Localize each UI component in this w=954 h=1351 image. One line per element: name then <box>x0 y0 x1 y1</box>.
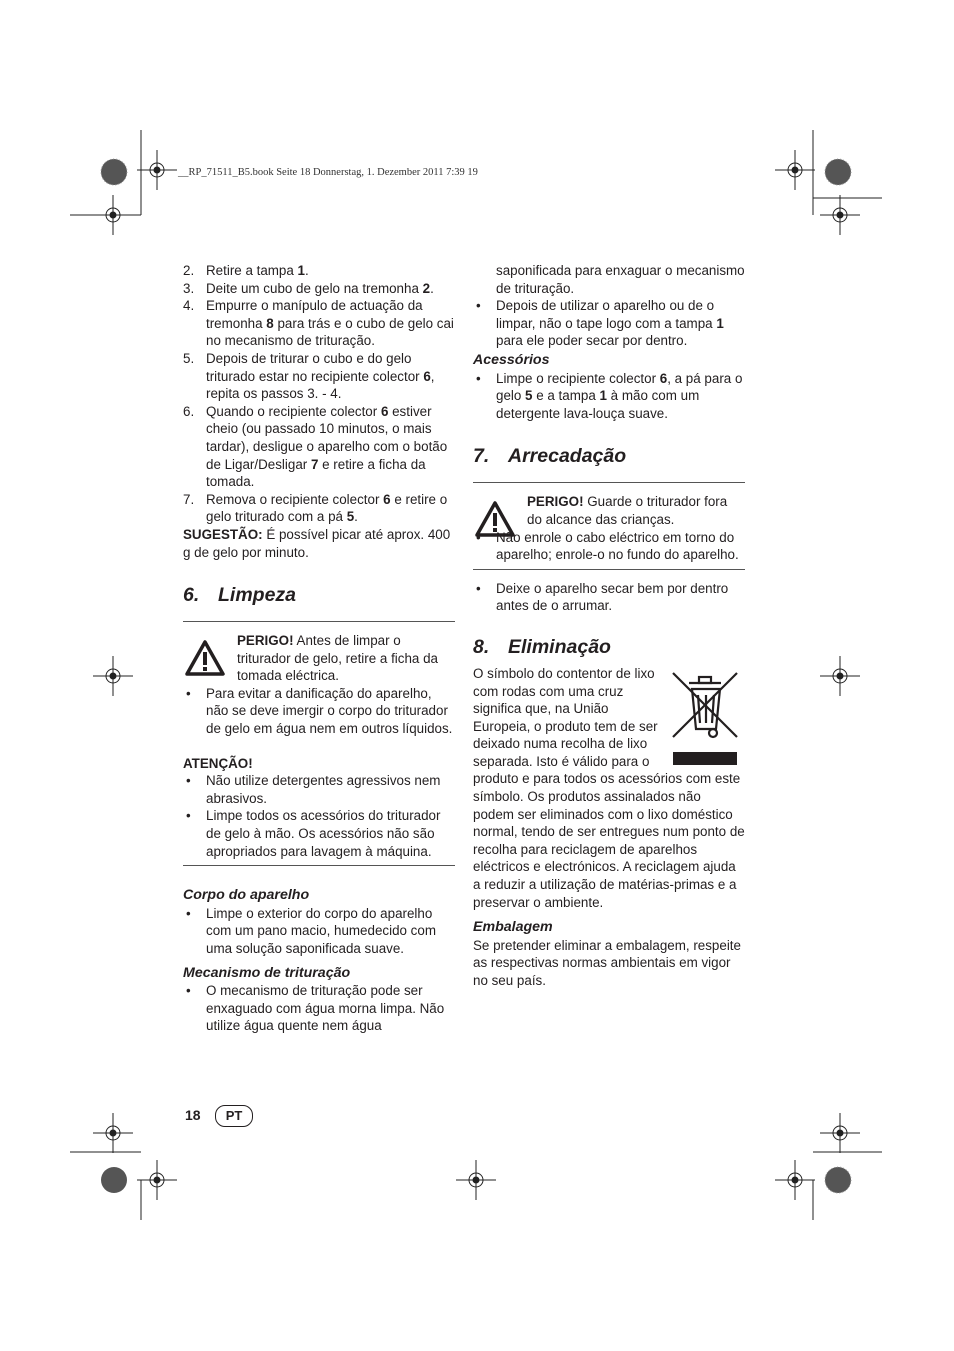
list-item: • Deixe o aparelho secar bem por dentro antes de o arrumar. <box>476 580 729 614</box>
steps-list <box>183 262 455 526</box>
subheading-mechanism: Mecanismo de trituração <box>183 964 351 981</box>
divider <box>473 569 745 570</box>
list-item: • Limpe o recipiente colector 6, a pá para o gelo 5 e a tampa 1 à mão com um detergente lava-louça suave. <box>476 370 743 421</box>
step-item <box>183 262 455 280</box>
disposal-text: O símbolo do contentor de lixo com rodas com uma cruz significa que, na União Europeia, o produto tem de ser deixado numa recolha de lixo separada. Isto é válido para o produto e para todos os acessórios com este símbolo. Os produtos assinalados não podem ser eliminados com o lixo doméstico normal, tendo de ser entregues num ponto de recolha para reciclagem de aparelhos eléctricos e electrónicos. A reciclagem ajuda a reduzir a utilização de matérias-primas e a preservar o ambiente. <box>473 665 745 910</box>
danger-notice: PERIGO! Guarde o triturador fora do alcance das crianças. <box>473 493 745 528</box>
step-text: Deite um cubo de gelo na tremonha 2. <box>206 280 434 296</box>
list-item: • Limpe todos os acessórios do triturador de gelo à mão. Os acessórios não são apropriados para lavagem à máquina. <box>186 808 441 859</box>
step-item <box>183 350 455 403</box>
step-item <box>183 491 455 526</box>
step-text: Retire a tampa 1. <box>206 263 309 278</box>
step-item <box>183 297 455 350</box>
subheading-accessories: Acessórios <box>473 351 550 368</box>
list-item: • Depois de utilizar o aparelho ou de o limpar, não o tape logo com a tampa 1 para ele poder secar por dentro. <box>476 298 724 349</box>
step-text: Remova o recipiente colector 6 e retire o gelo triturado com a pá 5. <box>206 491 448 525</box>
step-number: 7. <box>183 491 195 507</box>
list-item: • Não utilize detergentes agressivos nem abrasivos. <box>186 773 441 806</box>
continued-text: saponificada para enxaguar o mecanismo de trituração. <box>496 263 745 296</box>
step-text: Depois de triturar o cubo e do gelo triturado estar no recipiente colector 6, repita os passos 3. - 4. <box>206 350 435 402</box>
step-item <box>183 403 455 491</box>
step-number: 6. <box>183 403 195 419</box>
list-item: • Não enrole o cabo eléctrico em torno do aparelho; enrole-o no fundo do aparelho. <box>476 529 739 563</box>
danger-notice: PERIGO! Antes de limpar o triturador de gelo, retire a ficha da tomada eléctrica. <box>183 632 455 685</box>
list-item: • Limpe o exterior do corpo do aparelho com um pano macio, humedecido com uma solução saponificada suave. <box>186 905 436 956</box>
weee-bin-icon <box>665 665 745 769</box>
step-text: Empurre o manípulo de actuação da tremonha 8 para trás e o cubo de gelo cai no mecanismo de trituração. <box>206 298 454 349</box>
list-item: • O mecanismo de trituração pode ser enxaguado com água morna limpa. Não utilize água quente nem água <box>186 983 445 1034</box>
disposal-block <box>473 665 745 911</box>
step-number: 3. <box>183 280 195 296</box>
subheading-body: Corpo do aparelho <box>183 887 310 904</box>
section-7-heading: 7. Arrecadação <box>473 445 627 468</box>
language-badge: PT <box>215 1105 253 1127</box>
attention-label: ATENÇÃO! <box>183 755 253 771</box>
list-item: • Para evitar a danificação do aparelho, não se deve imergir o corpo do triturador de gelo em água nem em outros líquidos. <box>186 685 453 737</box>
divider <box>473 482 745 483</box>
packaging-text: Se pretender eliminar a embalagem, respeite as respectivas normas ambientais em vigor no seu país. <box>473 937 741 988</box>
subheading-packaging: Embalagem <box>473 919 553 936</box>
tip: SUGESTÃO: É possível picar até aprox. 400 g de gelo por minuto. <box>183 526 451 560</box>
step-number: 4. <box>183 298 195 314</box>
divider <box>183 865 455 866</box>
page-number: 18 <box>185 1107 201 1123</box>
right-column <box>473 262 745 990</box>
step-item <box>183 280 455 298</box>
step-number: 2. <box>183 263 195 278</box>
left-column <box>183 262 455 1035</box>
step-text: Quando o recipiente colector 6 estiver cheio (ou passado 10 minutos, o mais tardar), desligue o aparelho com o botão de Ligar/Desligar 7 e retire a ficha da tomada. <box>206 403 448 490</box>
section-6-heading: 6. Limpeza <box>183 584 297 607</box>
warning-triangle-icon <box>185 640 225 676</box>
section-8-heading: 8. Eliminação <box>473 635 611 658</box>
step-number: 5. <box>183 350 195 366</box>
divider <box>183 621 455 622</box>
file-info: __RP_71511_B5.book Seite 18 Donnerstag, 1. Dezember 2011 7:39 19 <box>178 167 478 178</box>
